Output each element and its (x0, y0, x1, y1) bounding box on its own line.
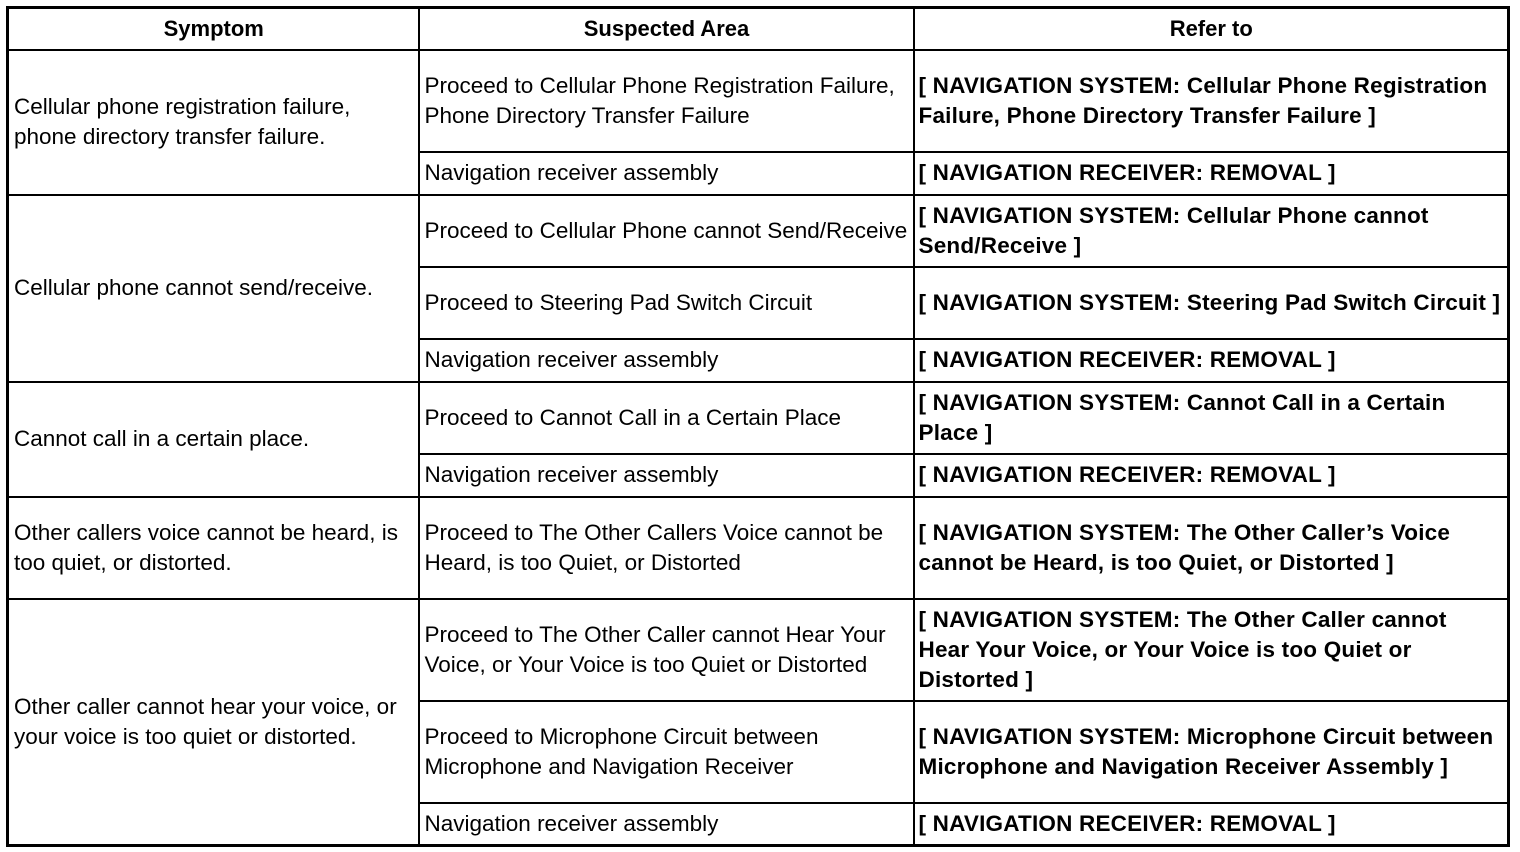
suspected-area-cell: Proceed to Cannot Call in a Certain Place (419, 382, 914, 454)
header-refer-to: Refer to (914, 8, 1509, 50)
suspected-area-cell: Proceed to The Other Caller cannot Hear Your Voice, or Your Voice is too Quiet or Distorted (419, 599, 914, 701)
refer-to-link[interactable]: [ NAVIGATION SYSTEM: Microphone Circuit between Microphone and Navigation Receiver Assembly ] (914, 701, 1509, 803)
suspected-area-cell: Navigation receiver assembly (419, 803, 914, 846)
table-row (8, 382, 1509, 454)
symptom-cell: Cellular phone cannot send/receive. (8, 195, 419, 382)
refer-to-link[interactable]: [ NAVIGATION RECEIVER: REMOVAL ] (914, 339, 1509, 382)
suspected-area-cell: Proceed to Cellular Phone Registration Failure, Phone Directory Transfer Failure (419, 50, 914, 152)
header-suspected-area: Suspected Area (419, 8, 914, 50)
suspected-area-cell: Proceed to Cellular Phone cannot Send/Receive (419, 195, 914, 267)
refer-to-link[interactable]: [ NAVIGATION SYSTEM: The Other Caller cannot Hear Your Voice, or Your Voice is too Quiet or Distorted ] (914, 599, 1509, 701)
header-symptom: Symptom (8, 8, 419, 50)
refer-to-link[interactable]: [ NAVIGATION SYSTEM: Cellular Phone cannot Send/Receive ] (914, 195, 1509, 267)
suspected-area-cell: Navigation receiver assembly (419, 454, 914, 497)
table-row (8, 50, 1509, 152)
symptom-cell: Other callers voice cannot be heard, is too quiet, or distorted. (8, 497, 419, 599)
suspected-area-cell: Proceed to The Other Callers Voice cannot be Heard, is too Quiet, or Distorted (419, 497, 914, 599)
refer-to-link[interactable]: [ NAVIGATION SYSTEM: The Other Caller’s Voice cannot be Heard, is too Quiet, or Distorted ] (914, 497, 1509, 599)
symptom-cell: Other caller cannot hear your voice, or your voice is too quiet or distorted. (8, 599, 419, 846)
symptom-table (6, 6, 1510, 847)
refer-to-link[interactable]: [ NAVIGATION RECEIVER: REMOVAL ] (914, 454, 1509, 497)
refer-to-link[interactable]: [ NAVIGATION RECEIVER: REMOVAL ] (914, 152, 1509, 195)
suspected-area-cell: Navigation receiver assembly (419, 152, 914, 195)
suspected-area-cell: Proceed to Steering Pad Switch Circuit (419, 267, 914, 339)
refer-to-link[interactable]: [ NAVIGATION SYSTEM: Steering Pad Switch Circuit ] (914, 267, 1509, 339)
table-row (8, 195, 1509, 267)
table-row (8, 497, 1509, 599)
symptom-cell: Cannot call in a certain place. (8, 382, 419, 497)
refer-to-link[interactable]: [ NAVIGATION SYSTEM: Cannot Call in a Certain Place ] (914, 382, 1509, 454)
header-row (8, 8, 1509, 50)
refer-to-link[interactable]: [ NAVIGATION SYSTEM: Cellular Phone Registration Failure, Phone Directory Transfer Failure ] (914, 50, 1509, 152)
suspected-area-cell: Proceed to Microphone Circuit between Microphone and Navigation Receiver (419, 701, 914, 803)
symptom-cell: Cellular phone registration failure, phone directory transfer failure. (8, 50, 419, 195)
refer-to-link[interactable]: [ NAVIGATION RECEIVER: REMOVAL ] (914, 803, 1509, 846)
table-row (8, 599, 1509, 701)
suspected-area-cell: Navigation receiver assembly (419, 339, 914, 382)
